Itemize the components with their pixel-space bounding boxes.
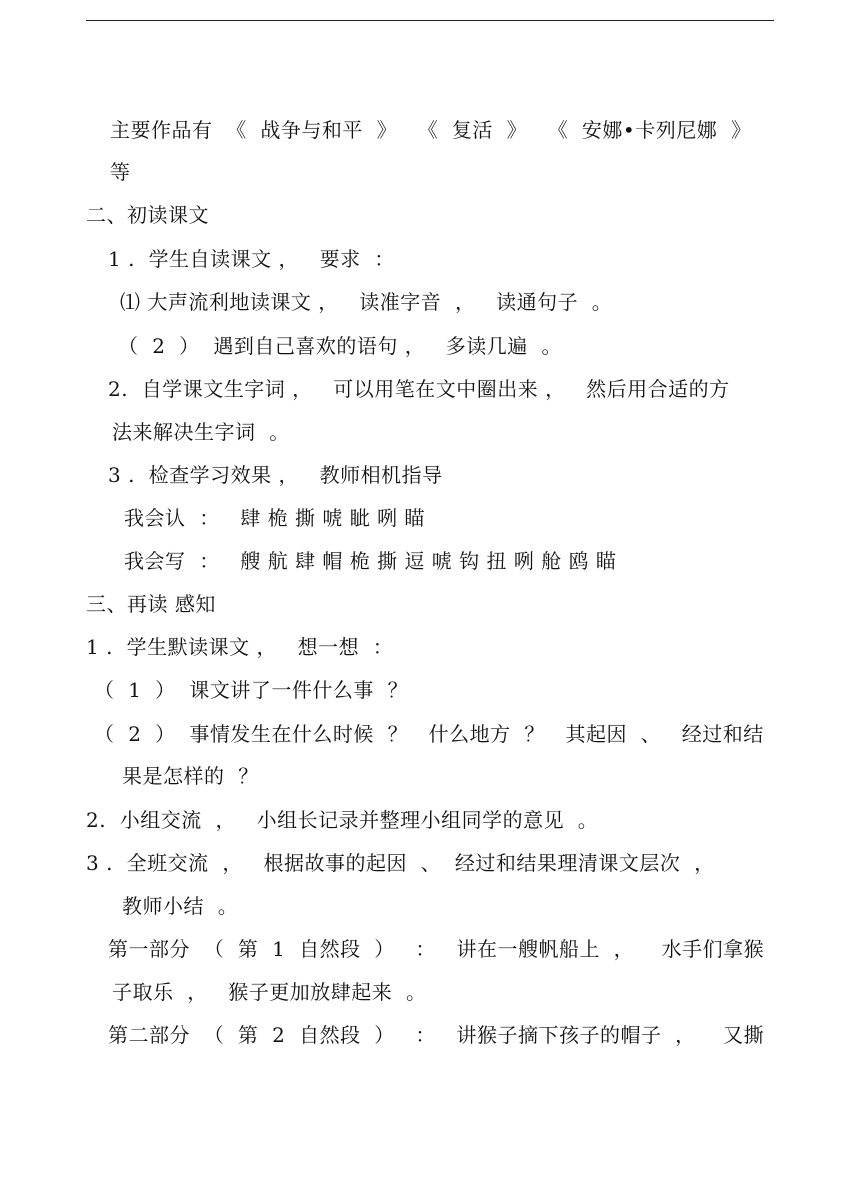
text-line: 第一部分 （ 第 1 自然段 ） ： 讲在一艘帆船上 ， 水手们拿猴 (108, 937, 765, 961)
section-heading: 三、再读 感知 (86, 592, 216, 616)
text-line: （ 2 ） 遇到自己喜欢的语句 ， 多读几遍 。 (118, 334, 563, 358)
text-line: 3 . 检查学习效果 ， 教师相机指导 (108, 463, 443, 487)
text-line: 果是怎样的 ？ (122, 764, 259, 788)
text-line: 法来解决生字词 。 (112, 420, 290, 444)
text-line: 1 . 学生默读课文 ， 想一想 ： (86, 635, 394, 659)
text-line: （ 2 ） 事情发生在什么时候 ？ 什么地方 ？ 其起因 、 经过和结 (94, 722, 764, 746)
text-line: ⑴ 大声流利地读课文 ， 读准字音 ， 读通句子 。 (120, 290, 613, 314)
text-line: 1 . 学生自读课文 ， 要求 ： (108, 247, 395, 271)
text-line: 教师小结 。 (122, 894, 239, 918)
header-rule (86, 20, 774, 21)
text-line: 主要作品有 《 战争与和平 》 《 复活 》 《 安娜•卡列尼娜 》 (110, 118, 752, 142)
text-line: 等 (110, 160, 131, 184)
text-line: 子取乐 ， 猴子更加放肆起来 。 (112, 980, 427, 1004)
text-line: 3 . 全班交流 ， 根据故事的起因 、 经过和结果理清课文层次 ， (86, 851, 715, 875)
text-line: 2. 自学课文生字词 ， 可以用笔在文中圈出来 ， 然后用合适的方 (108, 377, 730, 401)
text-line: 我会认 ： 肆 桅 撕 唬 眦 咧 瞄 (124, 506, 425, 530)
text-line: 2. 小组交流 ， 小组长记录并整理小组同学的意见 。 (86, 808, 599, 832)
text-line: （ 1 ） 课文讲了一件什么事 ？ (94, 678, 409, 702)
text-line: 第二部分 （ 第 2 自然段 ） ： 讲猴子摘下孩子的帽子 ， 又撕 (108, 1023, 765, 1047)
text-line: 我会写 ： 艘 航 肆 帽 桅 撕 逗 唬 钩 扭 咧 舱 鸥 瞄 (124, 549, 617, 573)
section-heading: 二、初读课文 (86, 203, 209, 227)
